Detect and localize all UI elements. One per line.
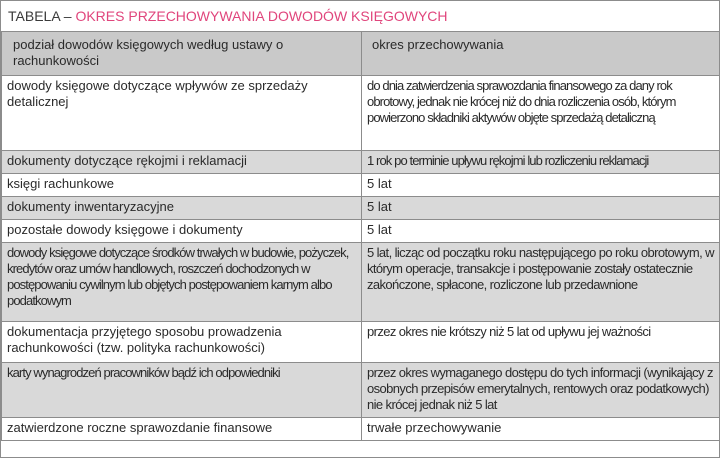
- retention-periods-table: [1, 31, 720, 441]
- row-category: karty wynagrodzeń pracowników bądź ich odpowiedniki: [2, 363, 362, 418]
- row-period: 5 lat, licząc od początku roku następującego po roku obrotowym, w którym operacje, transakcje i postępowanie zostały ostatecznie zakończone, spłacone, rozliczone lub przedawnione: [362, 243, 720, 322]
- table-title-prefix: TABELA –: [8, 8, 76, 24]
- row-period: 5 lat: [362, 174, 720, 197]
- row-period: 5 lat: [362, 220, 720, 243]
- table-header-row: [2, 32, 720, 76]
- row-period: przez okres nie krótszy niż 5 lat od upływu jej ważności: [362, 322, 720, 363]
- row-period: przez okres wymaganego dostępu do tych informacji (wynikający z osobnych przepisów emerytalnych, rentowych oraz podatkowych) nie krócej jednak niż 5 lat: [362, 363, 720, 418]
- row-category: pozostałe dowody księgowe i dokumenty: [2, 220, 362, 243]
- row-category: dokumenty dotyczące rękojmi i reklamacji: [2, 151, 362, 174]
- row-period: 1 rok po terminie upływu rękojmi lub rozliczeniu reklamacji: [362, 151, 720, 174]
- table-row: [2, 151, 720, 174]
- row-category: dokumenty inwentaryzacyjne: [2, 197, 362, 220]
- row-category: zatwierdzone roczne sprawozdanie finansowe: [2, 418, 362, 441]
- table-title-accent: OKRES PRZECHOWYWANIA DOWODÓW KSIĘGOWYCH: [75, 8, 448, 24]
- table-row: [2, 220, 720, 243]
- row-category: dokumentacja przyjętego sposobu prowadzenia rachunkowości (tzw. polityka rachunkowości): [2, 322, 362, 363]
- row-period: trwałe przechowywanie: [362, 418, 720, 441]
- row-category: dowody księgowe dotyczące środków trwałych w budowie, pożyczek, kredytów oraz umów handlowych, roszczeń dochodzonych w postępowaniu cywilnym lub objętych postępowaniem karnym albo podatkowym: [2, 243, 362, 322]
- table-title: [1, 1, 719, 31]
- header-category: podział dowodów księgowych według ustawy o rachunkowości: [2, 32, 362, 76]
- table-row: [2, 197, 720, 220]
- row-period: do dnia zatwierdzenia sprawozdania finansowego za dany rok obrotowy, jednak nie krócej niż do dnia rozliczenia osób, którym powierzono składniki aktywów objęte sprzedażą detaliczną: [362, 76, 720, 151]
- table-row: [2, 243, 720, 322]
- table-row: [2, 363, 720, 418]
- table-row: [2, 322, 720, 363]
- table-row: [2, 76, 720, 151]
- table-row: [2, 418, 720, 441]
- row-period: 5 lat: [362, 197, 720, 220]
- table-row: [2, 174, 720, 197]
- row-category: księgi rachunkowe: [2, 174, 362, 197]
- row-category: dowody księgowe dotyczące wpływów ze sprzedaży detalicznej: [2, 76, 362, 151]
- header-period: okres przechowywania: [362, 32, 720, 76]
